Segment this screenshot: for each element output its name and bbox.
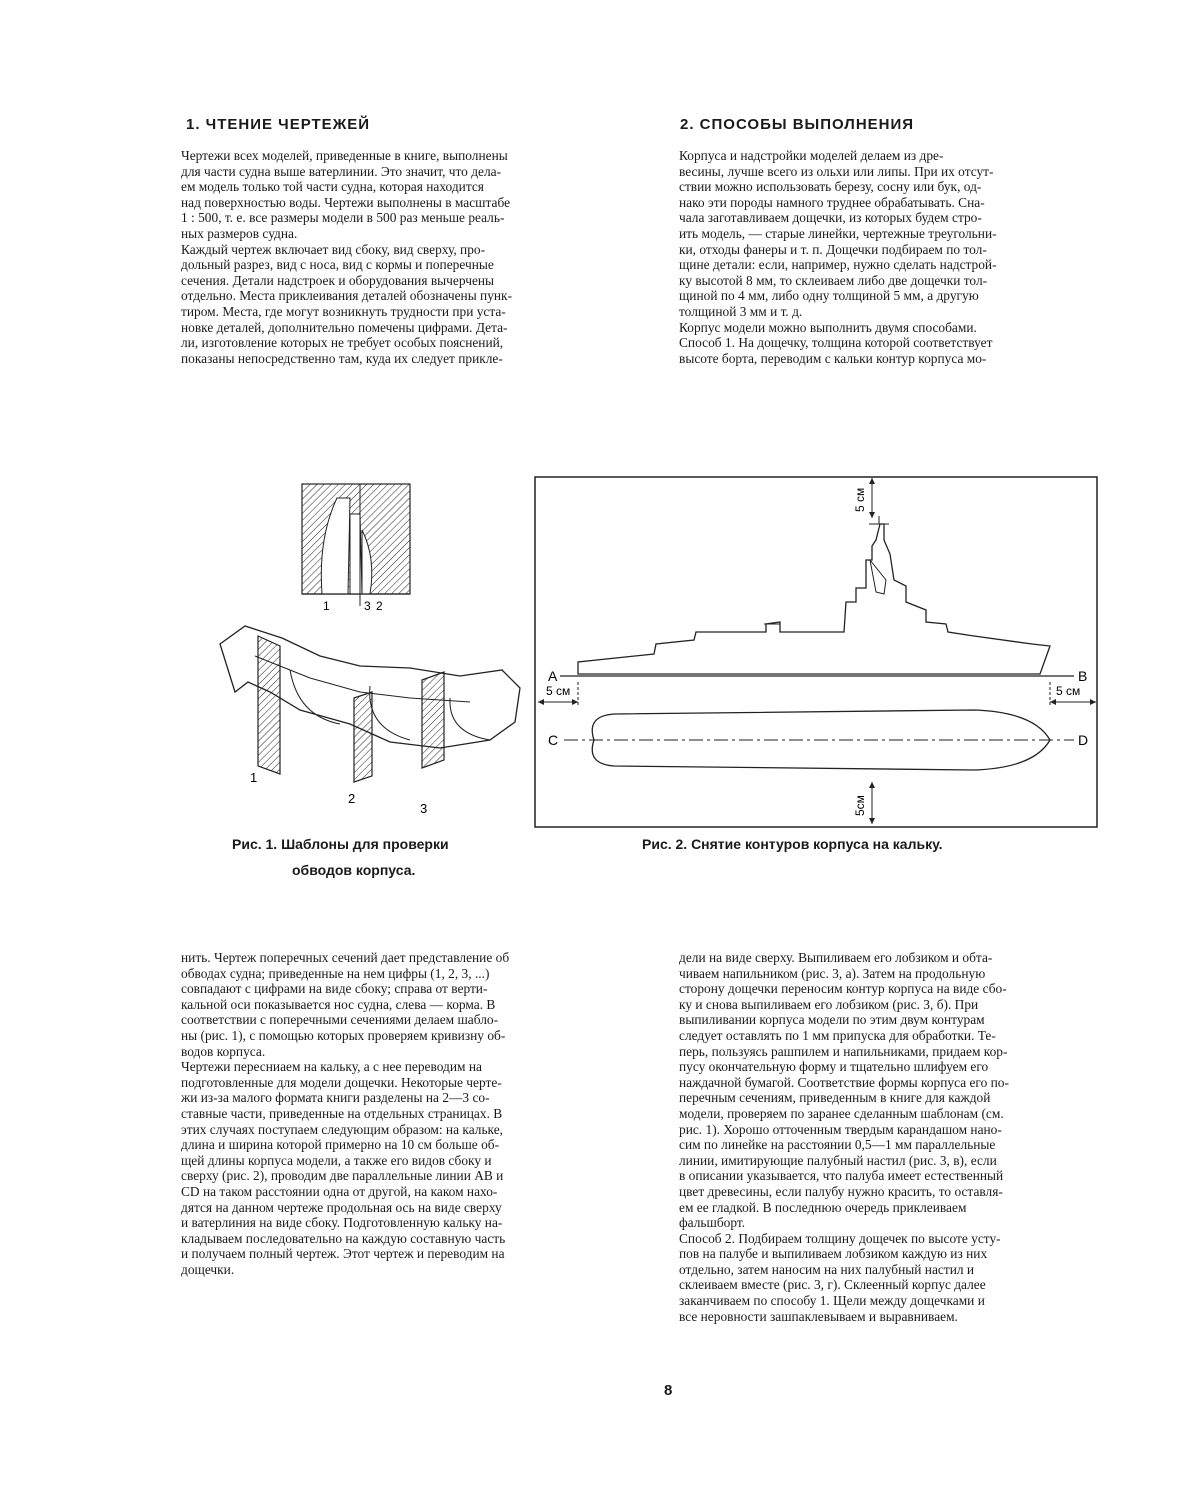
paragraph: дели на виде сверху. Выпиливаем его лобзиком и обта- чиваем напильником (рис. 3, а). Затем на продольную сторону дощечки переносим контур корпуса на виде сбо- ку и снова выпиливаем его лобзиком (рис. 3, б). При выпиливании корпуса модели по этим двум контурам следует оставлять по 1 мм припуска для обработки. Те- перь, пользуясь рашпилем и напильниками, придаем кор- пусу окончательную форму и тщательно шлифуем его наждачной бумагой. Соответствие формы корпуса его по- перечным сечениям, приведенным в книге для каждой модели, проверяем по заранее сделанным шаблонам (см. рис. 1). Хорошо отточенным твердым карандашом нано- сим по линейке на расстоянии 0,5—1 мм параллельные линии, имитирующие палубный настил (рис. 3, в), если в описании указывается, что палуба имеет естественный цвет древесины, если палубу нужно красить, то оставля- ем ее гладкой. В последнюю очередь приклеиваем фальшборт. [679, 950, 1009, 1231]
paragraph: Чертежи пересниаем на кальку, а с нее переводим на подготовленные для модели дощечки. Некоторые черте- жи из-за малого формата книги разделены на 2—3 со- ставные части, приведенные на отдельных страницах. В этих случаях поступаем следующим образом: на кальке, длина и ширина которой примерно на 10 см больше об- щей длины корпуса модели, а также его видов сбоку и сверху (рис. 2), проводим две параллельные линии AB и CD на таком расстоянии одна от другой, на каком нахо- дятся на данном чертеже продольная ось на виде сверху и ватерлиния на виде сбоку. Подготовленную кальку на- кладываем последовательно на каждую составную часть и получаем полный чертеж. Этот чертеж и переводим на дощечки. [181, 1059, 506, 1277]
section-label-3: 3 [364, 599, 371, 613]
label-a: A [548, 668, 558, 684]
section-label-2: 2 [376, 599, 383, 613]
bottom-right-body [679, 950, 1153, 1324]
cross-section-drawing [302, 484, 410, 613]
figure1-caption-line1: Рис. 1. Шаблоны для проверки [232, 836, 449, 852]
figure1-templates-drawing [210, 478, 530, 823]
template-label-1: 1 [250, 770, 258, 785]
figure1-caption-line2: обводов корпуса. [292, 862, 416, 878]
paragraph: Корпуса и надстройки моделей делаем из дре- весины, лучше всего из ольхи или липы. При их отсут- ствии можно использовать березу, сосну или бук, од- нако эти породы намного труднее обрабатывать. Сна- чала заготавливаем дощечки, из которых будем стро- ить модель, — старые линейки, чертежные треугольни- ки, отходы фанеры и т. п. Дощечки подбираем по тол- щине детали: если, например, нужно сделать надстрой- ку высотой 8 мм, то склеиваем либо две дощечки тол- щиной по 4 мм, либо одну толщиной 5 мм, а другую толщиной 3 мм и т. д. [679, 148, 997, 319]
section1-heading: 1. ЧТЕНИЕ ЧЕРТЕЖЕЙ [186, 116, 371, 133]
label-c: C [548, 732, 559, 748]
paragraph: Способ 2. Подбираем толщину дощечек по высоте усту- пов на палубе и выпиливаем лобзиком каждую из них отдельно, затем наносим на них палубный настил и склеиваем вместе (рис. 3, г). Склеенный корпус далее заканчиваем по способу 1. Щели между дощечками и все неровности зашпаклевываем и выравниваем. [679, 1230, 1001, 1324]
dim-bottom: 5см [853, 795, 867, 816]
hull-with-templates-drawing [220, 626, 520, 816]
dim-left: 5 см [546, 684, 571, 698]
dim-top: 5 см [853, 487, 867, 512]
dim-right: 5 см [1056, 684, 1081, 698]
section2-body [679, 148, 1153, 366]
template-label-3: 3 [420, 801, 428, 816]
page-number: 8 [664, 1382, 673, 1399]
paragraph: Корпус модели можно выполнить двумя способами. [679, 319, 977, 335]
paragraph: Способ 1. На дощечку, толщина которой соответствует высоте борта, переводим с кальки контур корпуса мо- [679, 335, 993, 366]
paragraph: нить. Чертеж поперечных сечений дает представление об обводах судна; приведенные на нем цифры (1, 2, 3, ...) совпадают с цифрами на виде сбоку; справа от верти- кальной оси показывается нос судна, слева — корма. В соответствии с поперечными сечениями делаем шабло- ны (рис. 1), с помощью которых проверяем кривизну об- водов корпуса. [181, 950, 510, 1059]
bottom-left-body [181, 950, 655, 1277]
section-label-1: 1 [323, 599, 330, 613]
paragraph: Каждый чертеж включает вид сбоку, вид сверху, про- дольный разрез, вид с носа, вид с кормы и поперечные сечения. Детали надстроек и оборудования вычерчены отдельно. Места приклеивания деталей обозначены пунк- тиром. Места, где могут возникнуть трудности при уста- новке деталей, дополнительно помечены цифрами. Дета- ли, изготовление которых не требует особых пояснений, показаны непосредственно там, куда их следует прикле- [181, 241, 513, 366]
template-label-2: 2 [348, 791, 356, 806]
section1-body [181, 148, 655, 366]
figure2-caption: Рис. 2. Снятие контуров корпуса на кальку. [642, 836, 943, 852]
section2-heading: 2. СПОСОБЫ ВЫПОЛНЕНИЯ [680, 116, 915, 133]
paragraph: Чертежи всех моделей, приведенные в книге, выполнены для части судна выше ватерлинии. Это значит, что дела- ем модель только той части судна, которая находится над поверхностью воды. Чертежи выполнены в масштабе 1 : 500, т. е. все размеры модели в 500 раз меньше реаль- ных размеров судна. [181, 148, 511, 241]
label-d: D [1078, 732, 1089, 748]
figure2-tracing-drawing [534, 476, 1100, 830]
label-b: B [1078, 668, 1088, 684]
